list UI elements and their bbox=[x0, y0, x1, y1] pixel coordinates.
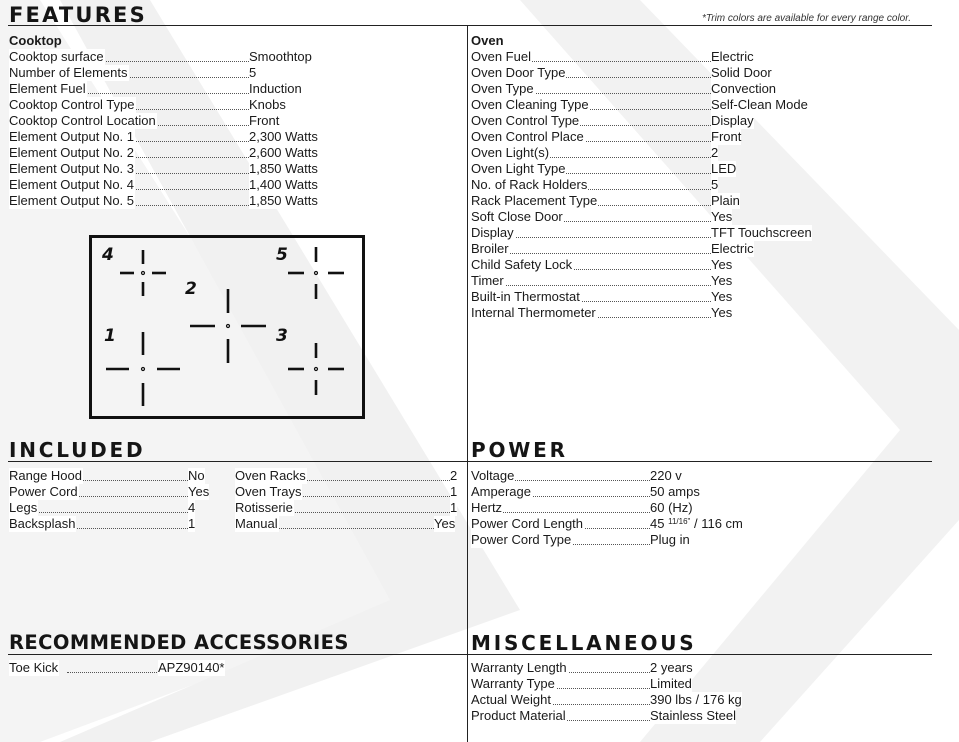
spec-row bbox=[471, 177, 851, 193]
spec-value: 1,850 Watts bbox=[249, 193, 318, 208]
spec-row bbox=[9, 177, 339, 193]
spec-label: No. of Rack Holders bbox=[471, 177, 588, 192]
spec-value: 2 bbox=[711, 145, 719, 160]
spec-row bbox=[9, 129, 339, 145]
spec-row bbox=[471, 500, 791, 516]
spec-value: 2,300 Watts bbox=[249, 129, 318, 144]
spec-value: Yes bbox=[711, 209, 733, 224]
spec-value: Stainless Steel bbox=[650, 708, 736, 723]
spec-label: Cooktop Control Type bbox=[9, 97, 135, 112]
spec-value: Smoothtop bbox=[249, 49, 312, 64]
trim-note: *Trim colors are available for every range color. bbox=[702, 13, 911, 24]
spec-label: Oven Racks bbox=[235, 468, 306, 483]
spec-value: 390 lbs / 176 kg bbox=[650, 692, 742, 707]
accessories-rule bbox=[8, 654, 467, 655]
spec-row bbox=[9, 468, 219, 484]
spec-label: Warranty Type bbox=[471, 676, 555, 691]
spec-label: Amperage bbox=[471, 484, 531, 499]
spec-row bbox=[9, 193, 339, 209]
spec-value: APZ90140* bbox=[158, 660, 225, 675]
spec-row bbox=[471, 193, 851, 209]
spec-value: 2,600 Watts bbox=[249, 145, 318, 160]
oven-spec-list bbox=[471, 49, 851, 321]
spec-label: Oven Light Type bbox=[471, 161, 566, 176]
spec-value: Yes bbox=[711, 289, 733, 304]
spec-label: Hertz bbox=[471, 500, 503, 515]
spec-label: Built-in Thermostat bbox=[471, 289, 580, 304]
element-4-label: 4 bbox=[102, 245, 114, 265]
spec-value: 1 bbox=[450, 500, 458, 515]
spec-label: Actual Weight bbox=[471, 692, 551, 707]
spec-label: Oven Type bbox=[471, 81, 534, 96]
spec-row bbox=[9, 161, 339, 177]
element-2-label: 2 bbox=[185, 279, 197, 299]
spec-value: Front bbox=[249, 113, 280, 128]
spec-row bbox=[471, 468, 791, 484]
spec-value: 4 bbox=[188, 500, 196, 515]
spec-row bbox=[471, 257, 851, 273]
spec-label: Display bbox=[471, 225, 514, 240]
power-spec-list bbox=[471, 468, 791, 548]
spec-value: TFT Touchscreen bbox=[711, 225, 812, 240]
spec-row bbox=[9, 81, 339, 97]
spec-value: Electric bbox=[711, 241, 754, 256]
spec-row bbox=[471, 81, 851, 97]
center-divider bbox=[467, 25, 468, 742]
spec-label: Cooktop Control Location bbox=[9, 113, 156, 128]
spec-value: Yes bbox=[711, 305, 733, 320]
cooktop-diagram bbox=[89, 235, 366, 420]
spec-value: Display bbox=[711, 113, 754, 128]
element-3-label: 3 bbox=[276, 326, 288, 346]
element-1-cross bbox=[106, 332, 180, 406]
spec-label: Timer bbox=[471, 273, 504, 288]
spec-value: Front bbox=[711, 129, 742, 144]
spec-label: Manual bbox=[235, 516, 278, 531]
spec-value: Limited bbox=[650, 676, 692, 691]
spec-row bbox=[471, 97, 851, 113]
spec-row bbox=[471, 241, 851, 257]
spec-label: Element Output No. 4 bbox=[9, 177, 135, 192]
spec-row bbox=[471, 113, 851, 129]
element-5-label: 5 bbox=[276, 245, 288, 265]
spec-row bbox=[471, 209, 851, 225]
power-title: POWER bbox=[471, 438, 568, 462]
misc-title: MISCELLANEOUS bbox=[471, 631, 697, 655]
spec-row bbox=[235, 500, 465, 516]
spec-label: Oven Door Type bbox=[471, 65, 566, 80]
spec-row bbox=[471, 484, 791, 500]
spec-value: Self-Clean Mode bbox=[711, 97, 808, 112]
spec-row bbox=[471, 692, 791, 708]
spec-row bbox=[471, 516, 791, 532]
spec-value: 5 bbox=[249, 65, 257, 80]
spec-row bbox=[9, 145, 339, 161]
spec-label: Element Output No. 1 bbox=[9, 129, 135, 144]
spec-row bbox=[9, 484, 219, 500]
spec-row bbox=[471, 273, 851, 289]
spec-row bbox=[9, 113, 339, 129]
spec-value: 1 bbox=[450, 484, 458, 499]
spec-label: Internal Thermometer bbox=[471, 305, 596, 320]
spec-value: 1 bbox=[188, 516, 196, 531]
features-title: FEATURES bbox=[9, 3, 147, 27]
spec-label: Oven Fuel bbox=[471, 49, 531, 64]
spec-row bbox=[471, 129, 851, 145]
spec-label: Element Output No. 3 bbox=[9, 161, 135, 176]
spec-value: Yes bbox=[711, 273, 733, 288]
spec-value: Solid Door bbox=[711, 65, 772, 80]
spec-label: Power Cord Type bbox=[471, 532, 572, 547]
element-1-label: 1 bbox=[104, 326, 116, 346]
spec-label: Voltage bbox=[471, 468, 515, 483]
spec-value: Plain bbox=[711, 193, 740, 208]
spec-label: Warranty Length bbox=[471, 660, 567, 675]
spec-value: Knobs bbox=[249, 97, 286, 112]
spec-row bbox=[9, 65, 339, 81]
spec-label: Element Output No. 5 bbox=[9, 193, 135, 208]
spec-row bbox=[471, 289, 851, 305]
spec-label: Broiler bbox=[471, 241, 509, 256]
spec-value: Plug in bbox=[650, 532, 690, 547]
spec-row bbox=[471, 161, 851, 177]
spec-label: Backsplash bbox=[9, 516, 76, 531]
included-list-2 bbox=[235, 468, 465, 532]
spec-row bbox=[9, 97, 339, 113]
element-5-cross bbox=[288, 247, 344, 299]
spec-value: 2 bbox=[450, 468, 458, 483]
element-2-cross bbox=[190, 289, 266, 363]
spec-label: Range Hood bbox=[9, 468, 82, 483]
element-3-cross bbox=[288, 343, 344, 395]
spec-label: Oven Cleaning Type bbox=[471, 97, 589, 112]
spec-row bbox=[471, 676, 791, 692]
spec-label: Oven Control Type bbox=[471, 113, 580, 128]
spec-value: Yes bbox=[188, 484, 210, 499]
spec-label: Oven Light(s) bbox=[471, 145, 550, 160]
spec-label: Element Fuel bbox=[9, 81, 86, 96]
spec-row bbox=[9, 516, 219, 532]
spec-row bbox=[471, 49, 851, 65]
accessories-list bbox=[9, 660, 269, 676]
spec-value: 2 years bbox=[650, 660, 693, 675]
spec-label: Child Safety Lock bbox=[471, 257, 573, 272]
spec-value: Electric bbox=[711, 49, 754, 64]
element-4-cross bbox=[120, 250, 166, 296]
spec-value: Convection bbox=[711, 81, 777, 96]
cooktop-spec-list bbox=[9, 49, 339, 209]
spec-row bbox=[9, 49, 339, 65]
fraction-superscript: 11/16" bbox=[668, 517, 691, 526]
spec-row bbox=[235, 468, 465, 484]
spec-row bbox=[471, 660, 791, 676]
spec-value: Yes bbox=[434, 516, 456, 531]
spec-label: Power Cord bbox=[9, 484, 78, 499]
spec-row bbox=[9, 660, 269, 676]
spec-value: 1,400 Watts bbox=[249, 177, 318, 192]
spec-label: Legs bbox=[9, 500, 38, 515]
spec-value: LED bbox=[711, 161, 737, 176]
spec-value: 5 bbox=[711, 177, 719, 192]
spec-label: Power Cord Length bbox=[471, 516, 584, 531]
spec-label: Soft Close Door bbox=[471, 209, 563, 224]
spec-label: Element Output No. 2 bbox=[9, 145, 135, 160]
spec-value: Induction bbox=[249, 81, 302, 96]
misc-spec-list bbox=[471, 660, 791, 724]
spec-label: Number of Elements bbox=[9, 65, 128, 80]
spec-row bbox=[471, 145, 851, 161]
spec-value: 45 $^{11/16"}$ / 116 cm bbox=[650, 516, 743, 531]
spec-row bbox=[9, 500, 219, 516]
spec-value: 220 v bbox=[650, 468, 682, 483]
spec-label: Toe Kick bbox=[9, 660, 59, 675]
spec-row bbox=[471, 65, 851, 81]
spec-value: 50 amps bbox=[650, 484, 700, 499]
spec-value: No bbox=[188, 468, 205, 483]
included-list-1 bbox=[9, 468, 219, 532]
spec-label: Cooktop surface bbox=[9, 49, 104, 64]
spec-label: Product Material bbox=[471, 708, 566, 723]
spec-row bbox=[235, 484, 465, 500]
spec-row bbox=[235, 516, 465, 532]
spec-label: Oven Trays bbox=[235, 484, 302, 499]
spec-label: Oven Control Place bbox=[471, 129, 584, 144]
cooktop-heading: Cooktop bbox=[9, 33, 62, 48]
spec-row bbox=[471, 532, 791, 548]
accessories-title: RECOMMENDED ACCESSORIES bbox=[9, 631, 349, 654]
spec-row bbox=[471, 708, 791, 724]
spec-value: 1,850 Watts bbox=[249, 161, 318, 176]
spec-row bbox=[471, 305, 851, 321]
oven-heading: Oven bbox=[471, 33, 504, 48]
spec-value: Yes bbox=[711, 257, 733, 272]
spec-value: 60 (Hz) bbox=[650, 500, 693, 515]
spec-row bbox=[471, 225, 851, 241]
spec-label: Rack Placement Type bbox=[471, 193, 598, 208]
included-title: INCLUDED bbox=[9, 438, 146, 462]
spec-label: Rotisserie bbox=[235, 500, 293, 515]
